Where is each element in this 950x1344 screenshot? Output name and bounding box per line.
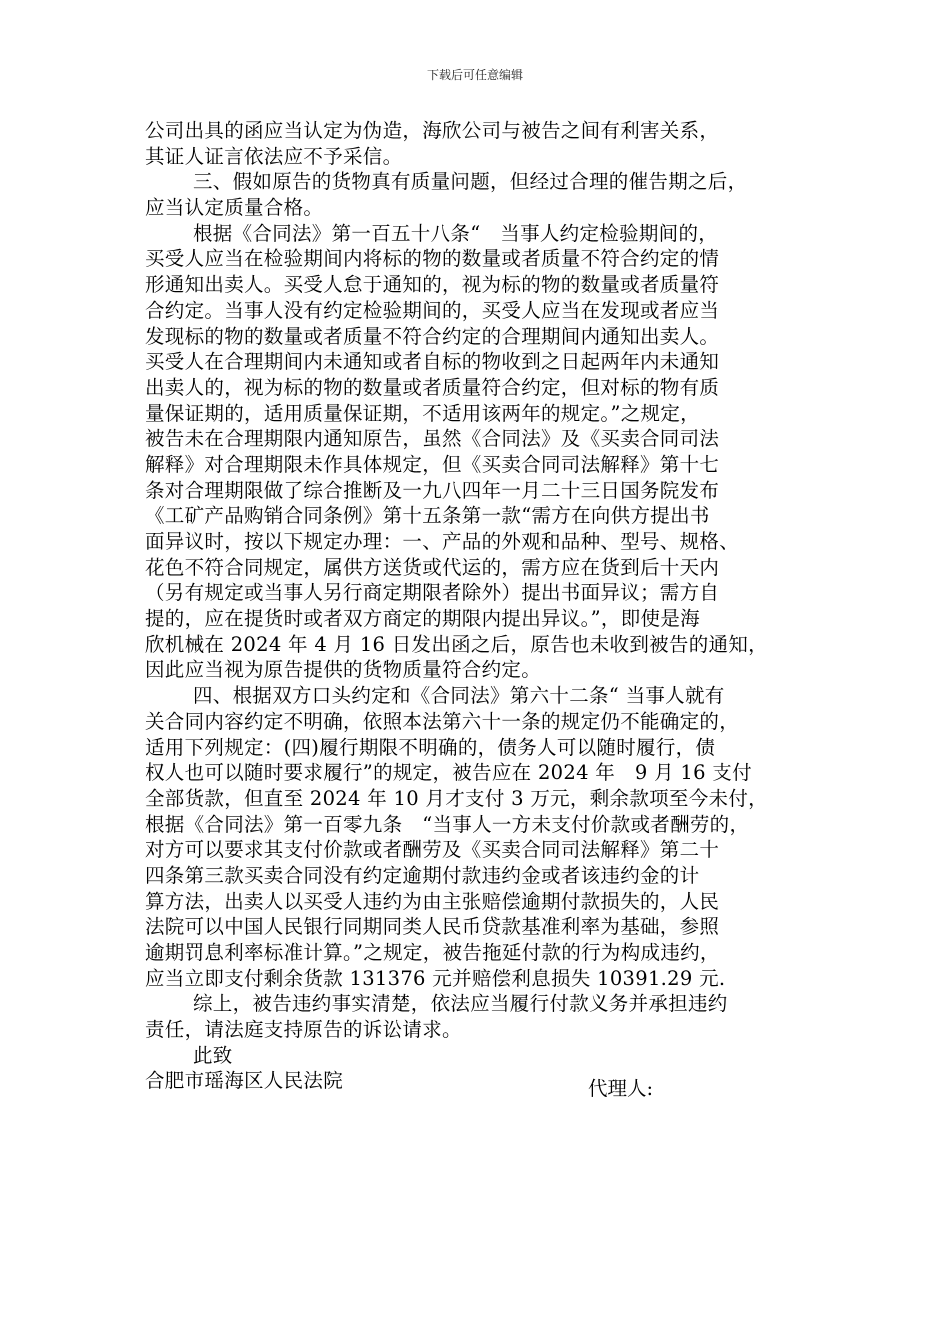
text-line: 形通知出卖人。买受人怠于通知的，视为标的物的数量或者质量符: [145, 273, 720, 297]
text-line: 花色不符合同规定，属供方送货或代运的，需方应在货到后十天内: [145, 555, 720, 579]
text-line: 因此应当视为原告提供的货物质量符合约定。: [145, 658, 542, 682]
text-line: 四条第三款买卖合同没有约定逾期付款违约金或者该违约金的计: [145, 863, 700, 887]
text-line: 根据《合同法》第一百五十八条“ 当事人约定检验期间的，: [193, 221, 719, 245]
text-line: 责任，请法庭支持原告的诉讼请求。: [145, 1018, 462, 1042]
text-line: 三、假如原告的货物真有质量问题，但经过合理的催告期之后，: [193, 170, 748, 194]
text-line: 对方可以要求其支付价款或者酬劳及《买卖合同司法解释》第二十: [145, 838, 720, 862]
text-line: 算方法，出卖人以买受人违约为由主张赔偿逾期付款损失的，人民: [145, 889, 720, 913]
text-line: 其证人证言依法应不予采信。: [145, 144, 403, 168]
text-line: 逾期罚息利率标准计算。”之规定，被告拖延付款的行为构成违约，: [145, 941, 720, 964]
text-line: 权人也可以随时要求履行”的规定，被告应在 2024 年 9 月 16 支付: [145, 761, 752, 785]
text-line: 解释》对合理期限未作具体规定，但《买卖合同司法解释》第十七: [145, 452, 720, 476]
court-name: 合肥市瑶海区人民法院: [145, 1069, 344, 1093]
text-line: 买受人应当在检验期间内将标的物的数量或者质量不符合约定的情: [145, 247, 720, 271]
text-line: （另有规定或当事人另行商定期限者除外）提出书面异议；需方自: [145, 581, 720, 605]
document-body: [145, 118, 813, 1094]
text-line: 四、根据双方口头约定和《合同法》第六十二条“ 当事人就有: [193, 684, 725, 708]
text-line: 综上，被告违约事实清楚，依法应当履行付款义务并承担违约: [193, 992, 728, 1016]
text-line: 应当立即支付剩余货款 131376 元并赔偿利息损失 10391.29 元.: [145, 966, 726, 990]
text-line: 公司出具的函应当认定为伪造，海欣公司与被告之间有利害关系，: [145, 119, 720, 142]
text-line: 买受人在合理期间内未通知或者自标的物收到之日起两年内未通知: [145, 350, 720, 374]
text-line: 量保证期的，适用质量保证期，不适用该两年的规定。”之规定，: [145, 401, 700, 425]
text-line: 关合同内容约定不明确，依照本法第六十一条的规定仍不能确定的，: [145, 709, 740, 733]
text-line: 全部货款，但直至 2024 年 10 月才支付 3 万元，剩余款项至今未付，: [145, 786, 768, 810]
text-line: 被告未在合理期限内通知原告，虽然《合同法》及《买卖合同司法: [145, 427, 720, 451]
text-line: 根据《合同法》第一百零九条 “当事人一方未支付价款或者酬劳的，: [145, 812, 750, 836]
text-line: 《工矿产品购销合同条例》第十五条第一款“需方在向供方提出书: [145, 504, 710, 528]
text-line: 适用下列规定：(四)履行期限不明确的，债务人可以随时履行，债: [145, 735, 716, 759]
text-line: 合约定。当事人没有约定检验期间的，买受人应当在发现或者应当: [145, 298, 720, 322]
download-note: 下载后可任意编辑: [426, 68, 523, 82]
text-line: 法院可以中国人民银行同期同类人民币贷款基准利率为基础，参照: [145, 915, 720, 939]
text-line: 出卖人的，视为标的物的数量或者质量符合约定，但对标的物有质: [145, 375, 720, 399]
closing-salutation: 此致: [193, 1043, 233, 1067]
text-line: 提的，应在提货时或者双方商定的期限内提出异议。”，即使是海: [145, 607, 700, 631]
agent-signature-label: 代理人:: [588, 1077, 654, 1100]
text-line: 应当认定质量合格。: [145, 196, 324, 220]
text-line: 欣机械在 2024 年 4 月 16 日发出函之后，原告也未收到被告的通知，: [145, 632, 768, 656]
text-line: 面异议时，按以下规定办理：一、产品的外观和品种、型号、规格、: [145, 530, 740, 553]
text-line: 条对合理期限做了综合推断及一九八四年一月二十三日国务院发布: [145, 478, 720, 502]
text-line: 发现标的物的数量或者质量不符合约定的合理期间内通知出卖人。: [145, 324, 720, 348]
